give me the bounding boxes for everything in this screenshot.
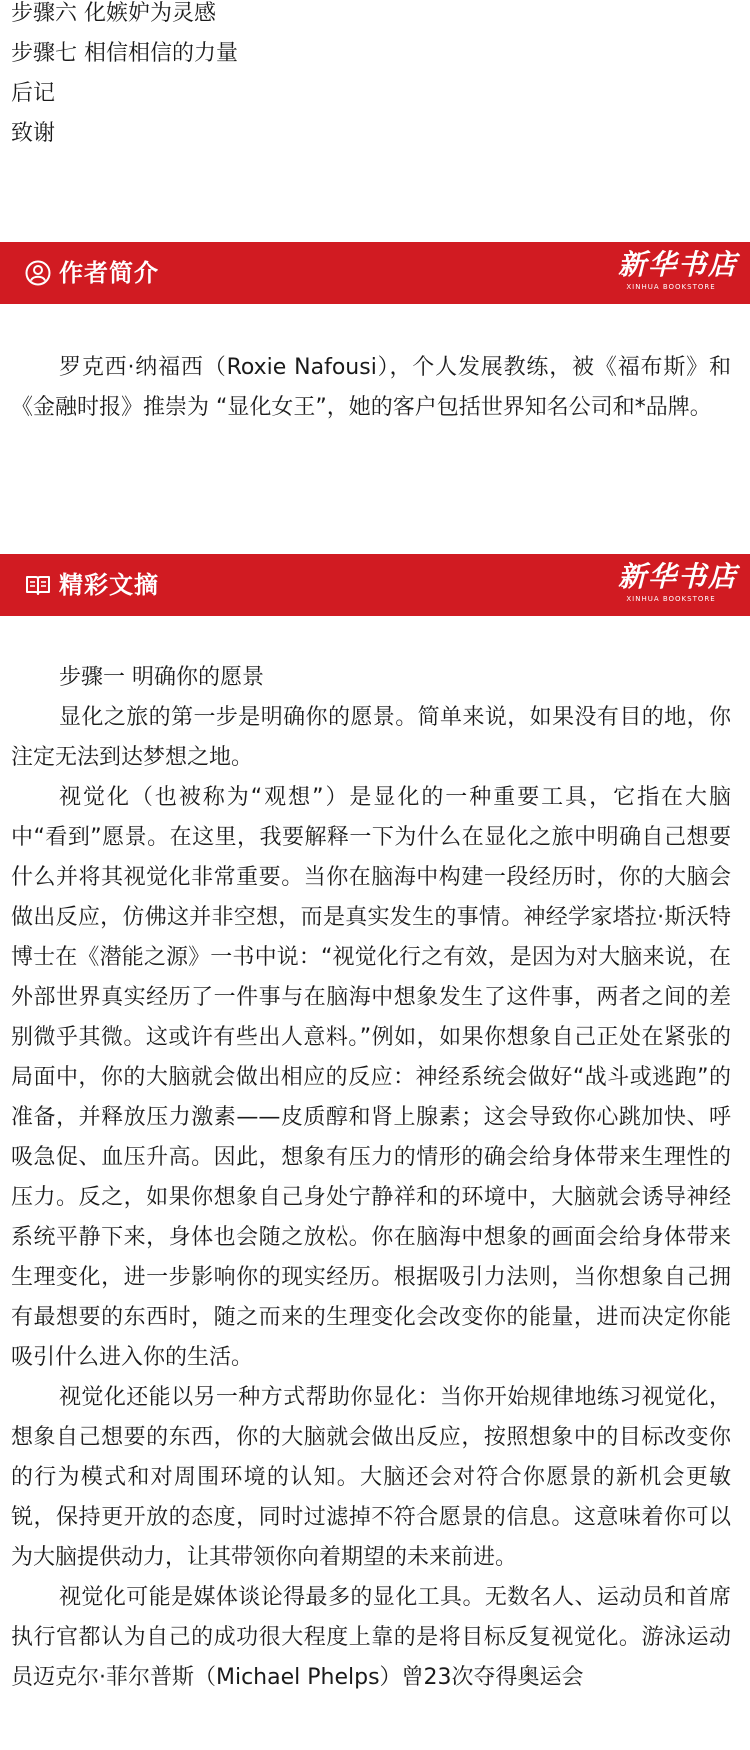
excerpt-banner bbox=[0, 554, 750, 616]
brand-name: 新华书店 bbox=[618, 560, 739, 593]
bio-paragraph: 罗克西·纳福西（Roxie Nafousi），个人发展教练，被《福布斯》和《金融时报》推崇为 “显化女王”，她的客户包括世界知名公司和*品牌。 bbox=[11, 355, 731, 420]
author-bio bbox=[11, 348, 731, 428]
toc-item: 步骤七 相信相信的力量 bbox=[11, 41, 238, 66]
xinhua-bookstore-logo bbox=[618, 560, 739, 610]
table-of-contents bbox=[11, 0, 731, 160]
xinhua-bookstore-logo bbox=[618, 248, 739, 298]
author-intro-banner bbox=[0, 242, 750, 304]
excerpt-paragraph: 视觉化（也被称为“观想”）是显化的一种重要工具，它指在大脑中“看到”愿景。在这里，我要解释一下为什么在显化之旅中明确自己想要什么并将其视觉化非常重要。当你在脑海中构建一段经历时，你的大脑会做出反应，仿佛这并非空想，而是真实发生的事情。神经学家塔拉·斯沃特博士在《潜能之源》一书中说：“视觉化行之有效，是因为对大脑来说，在外部世界真实经历了一件事与在脑海中想象发生了这件事，两者之间的差别微乎其微。这或许有些出人意料。”例如，如果你想象自己正处在紧张的局面中，你的大脑就会做出相应的反应：神经系统会做好“战斗或逃跑”的准备，并释放压力激素——皮质醇和肾上腺素；这会导致你心跳加快、呼吸急促、血压升高。因此，想象有压力的情形的确会给身体带来生理性的压力。反之，如果你想象自己身处宁静祥和的环境中，大脑就会诱导神经系统平静下来，身体也会随之放松。你在脑海中想象的画面会给身体带来生理变化，进一步影响你的现实经历。根据吸引力法则，当你想象自己拥有最想要的东西时，随之而来的生理变化会改变你的能量，进而决定你能吸引什么进入你的生活。 bbox=[11, 785, 731, 1370]
section-title: 作者简介 bbox=[59, 259, 159, 287]
person-circle-icon bbox=[25, 260, 51, 286]
toc-item: 步骤六 化嫉妒为灵感 bbox=[11, 1, 216, 26]
section-title: 精彩文摘 bbox=[59, 571, 159, 599]
chapter-heading: 步骤一 明确你的愿景 bbox=[59, 665, 264, 690]
excerpt-paragraph: 视觉化可能是媒体谈论得最多的显化工具。无数名人、运动员和首席执行官都认为自己的成功很大程度上靠的是将目标反复视觉化。游泳运动员迈克尔·菲尔普斯（Michael Phelps）曾23次夺得奥运会 bbox=[11, 1585, 731, 1690]
toc-item: 致谢 bbox=[11, 121, 56, 146]
brand-name-en: XINHUA BOOKSTORE bbox=[626, 595, 716, 603]
open-book-icon bbox=[25, 572, 51, 598]
brand-name: 新华书店 bbox=[618, 248, 739, 281]
brand-name-en: XINHUA BOOKSTORE bbox=[626, 283, 716, 291]
excerpt-body bbox=[11, 658, 731, 1698]
excerpt-paragraph: 视觉化还能以另一种方式帮助你显化：当你开始规律地练习视觉化，想象自己想要的东西，你的大脑就会做出反应，按照想象中的目标改变你的行为模式和对周围环境的认知。大脑还会对符合你愿景的新机会更敏锐，保持更开放的态度，同时过滤掉不符合愿景的信息。这意味着你可以为大脑提供动力，让其带领你向着期望的未来前进。 bbox=[11, 1385, 731, 1570]
excerpt-paragraph: 显化之旅的第一步是明确你的愿景。简单来说，如果没有目的地，你注定无法到达梦想之地。 bbox=[11, 705, 731, 770]
toc-item: 后记 bbox=[11, 81, 56, 106]
